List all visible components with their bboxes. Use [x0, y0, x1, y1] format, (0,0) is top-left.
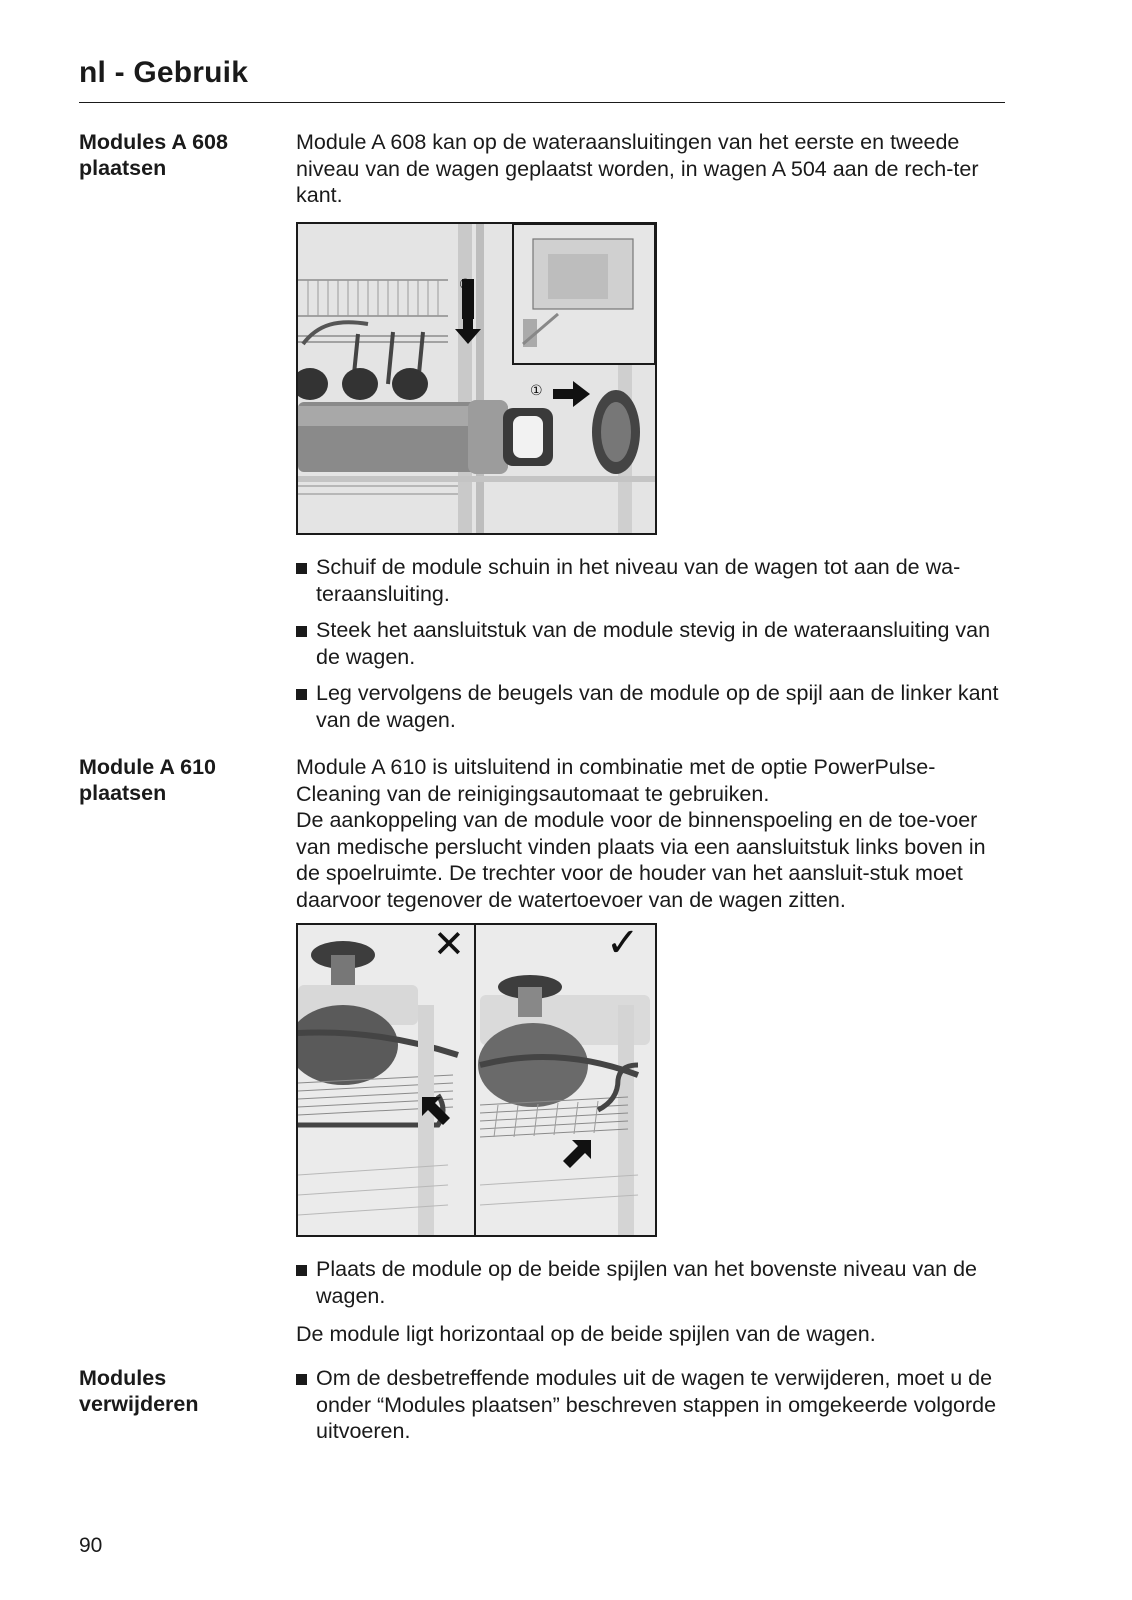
- a608-steps: [296, 554, 1011, 733]
- a608-illustration: [296, 222, 657, 535]
- page-title: nl - Gebruik: [79, 56, 249, 89]
- header-divider: [79, 102, 1005, 103]
- list-item: Plaats de module op de beide spijlen van het bovenste niveau van de wagen.: [296, 1256, 1011, 1309]
- page-header: [79, 56, 1005, 90]
- section-label-a608: Modules A 608 plaatsen: [79, 130, 228, 180]
- page-number: 90: [79, 1534, 103, 1557]
- a610-illustration: [296, 923, 657, 1237]
- list-item: Schuif de module schuin in het niveau van de wagen tot aan de wa-teraansluiting.: [296, 554, 1011, 607]
- bullet-square-icon: [296, 626, 307, 637]
- list-item: Leg vervolgens de beugels van de module op de spijl aan de linker kant van de wagen.: [296, 680, 1011, 733]
- a610-intro-1: Module A 610 is uitsluitend in combinatie met de optie PowerPulse-Cleaning van de reinigingsautomaat te gebruiken.: [296, 755, 936, 806]
- bullet-square-icon: [296, 689, 307, 700]
- section-label-remove: Modules verwijderen: [79, 1366, 199, 1416]
- list-item: Steek het aansluitstuk van de module stevig in de wateraansluiting van de wagen.: [296, 617, 1011, 670]
- section-label-a610: Module A 610 plaatsen: [79, 755, 216, 805]
- remove-steps: [296, 1365, 1011, 1445]
- bullet-square-icon: [296, 1374, 307, 1385]
- bullet-square-icon: [296, 1265, 307, 1276]
- a610-steps: [296, 1256, 1011, 1309]
- wrong-cross-icon: ✕: [433, 922, 465, 966]
- correct-check-icon: ✓: [606, 920, 640, 966]
- bullet-square-icon: [296, 563, 307, 574]
- a610-intro-2: De aankoppeling van de module voor de binnenspoeling en de toe-voer van medische perslucht vinden plaats via een aansluitstuk links boven in de spoelruimte. De trechter voor de houder van het aansluit-stuk moet daarvoor tegenover de watertoevoer van de wagen zitten.: [296, 808, 986, 912]
- figure-marker-2: ②: [459, 277, 472, 293]
- list-item: Om de desbetreffende modules uit de wagen te verwijderen, moet u de onder “Modules plaatsen” beschreven stappen in omgekeerde volgorde uitvoeren.: [296, 1365, 1011, 1445]
- figure-marker-1: ①: [530, 383, 543, 399]
- a608-intro: Module A 608 kan op de wateraansluitingen van het eerste en tweede niveau van de wagen geplaatst worden, in wagen A 504 aan de rech-ter kant.: [296, 130, 979, 207]
- a610-result: De module ligt horizontaal op de beide spijlen van de wagen.: [296, 1322, 876, 1346]
